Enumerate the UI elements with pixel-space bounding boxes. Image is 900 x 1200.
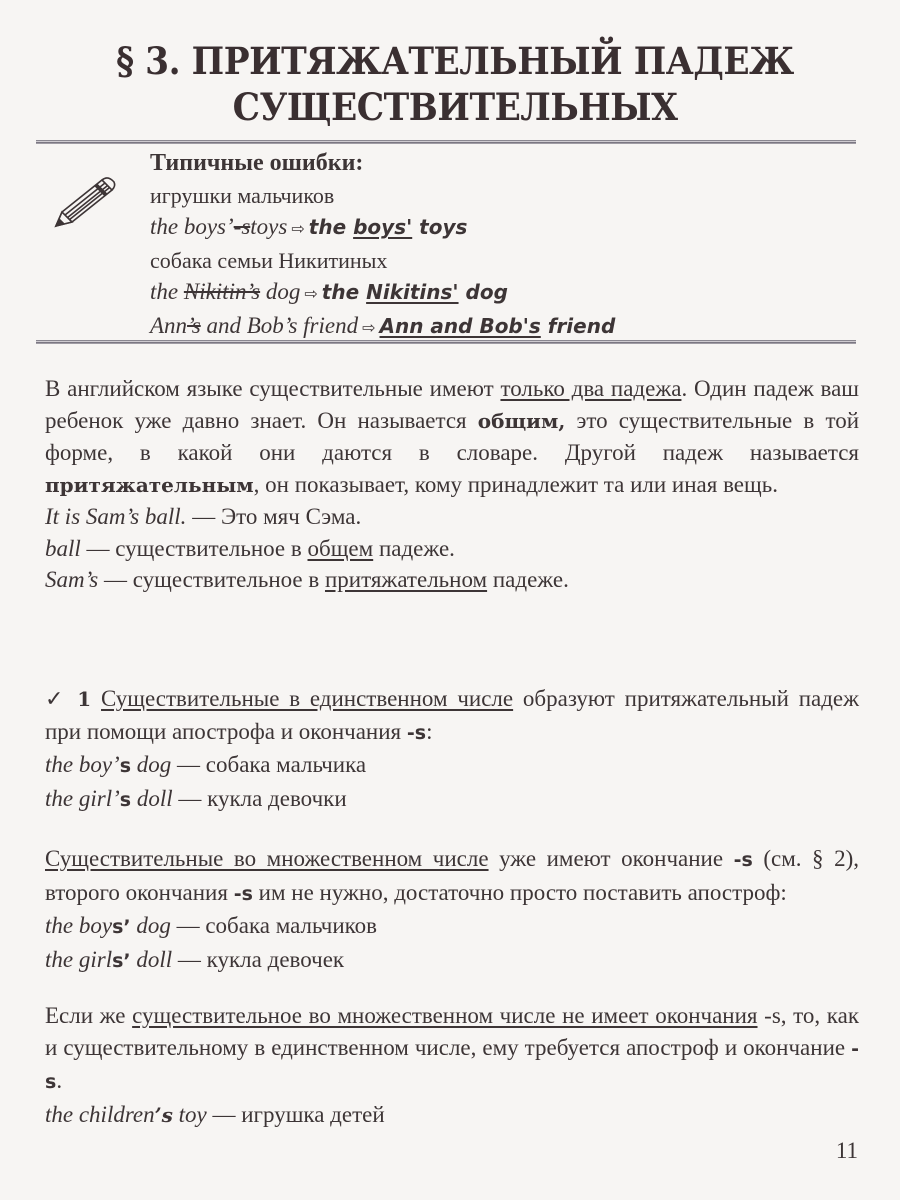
text: Если же xyxy=(45,1003,133,1028)
wrong-text: and Bob’s friend xyxy=(200,312,359,338)
intro-paragraph xyxy=(45,373,859,501)
box-bottom-rule xyxy=(36,340,856,344)
english-example: the girl xyxy=(45,946,113,972)
translation: — игрушка детей xyxy=(206,1101,385,1127)
arrow-right-icon: ⇨ xyxy=(362,317,376,337)
mistake-russian: игрушки мальчиков xyxy=(150,182,335,208)
english-example: dog xyxy=(131,752,172,777)
text: им не нужно, достаточно просто поставить апостроф: xyxy=(252,879,787,905)
example-line xyxy=(45,749,859,783)
ending-s: s’ xyxy=(112,949,131,972)
text: . xyxy=(56,1068,63,1093)
english-example: It is Sam’s ball. xyxy=(45,504,187,529)
text: В английском языке существительные имеют xyxy=(45,376,501,401)
mistake-russian: собака семьи Никитиных xyxy=(150,247,388,273)
text: падеже. xyxy=(373,535,455,561)
english-example: doll xyxy=(130,946,173,972)
english-example: the boy’ xyxy=(45,752,120,777)
correct-form xyxy=(380,314,616,338)
correct-text: the xyxy=(308,215,354,239)
rule-3-section xyxy=(45,1000,859,1131)
text: это существительные в той форме, в какой они даются в словаре. Другой падеж называется xyxy=(45,407,859,465)
correct-text: dog xyxy=(458,280,508,304)
wrong-form xyxy=(150,279,300,304)
underlined-text: общем xyxy=(307,535,374,561)
text: . Один падеж ваш ребенок уже давно знает. Он называется xyxy=(45,376,859,433)
typical-mistakes-box xyxy=(150,148,850,343)
underlined-text: Существительные во множественном числе xyxy=(45,846,489,871)
english-example: the girl’ xyxy=(45,785,120,811)
arrow-right-icon: ⇨ xyxy=(304,284,318,303)
wrong-text: the xyxy=(150,279,184,304)
rule-paragraph xyxy=(45,683,859,749)
english-example: ball xyxy=(45,535,81,561)
underlined-text: существительное во множественном числе не имеет окончания xyxy=(132,1003,758,1028)
ending-s: -s xyxy=(233,882,253,905)
correct-text: the xyxy=(321,280,367,304)
ending-s: s xyxy=(119,788,132,811)
rule-2-section xyxy=(45,843,859,977)
text: образуют притяжательный падеж при помощи апострофа и окончания xyxy=(45,686,860,744)
english-example: doll xyxy=(131,785,173,811)
wrong-text: Ann xyxy=(150,312,188,338)
ending-s: -s xyxy=(733,849,753,871)
translation: — собака мальчиков xyxy=(170,913,378,938)
text: — существительное в xyxy=(98,567,325,592)
bold-term-common: общим, xyxy=(477,408,566,433)
example-line xyxy=(45,944,859,978)
wrong-form xyxy=(150,214,287,239)
underlined-text: только два падежа xyxy=(500,376,682,401)
arrow-right-icon: ⇨ xyxy=(291,219,305,238)
correct-underlined: Ann and Bob's xyxy=(379,313,541,338)
correct-underlined: Nikitins' xyxy=(366,280,459,304)
correct-text: toys xyxy=(412,215,468,239)
page-number: 11 xyxy=(835,1138,858,1163)
wrong-text: dog xyxy=(260,279,301,304)
rule-1-section xyxy=(45,683,859,816)
text: уже имеют окончание xyxy=(488,846,734,871)
underlined-text: Существительные в единственном числе xyxy=(101,686,514,711)
intro-section xyxy=(45,373,859,596)
translation: — Это мяч Сэма. xyxy=(186,504,362,529)
text: (см. § 2), второго окончания xyxy=(45,846,859,905)
underlined-text: притяжательном xyxy=(324,567,488,592)
struck-text: Nikitin’s xyxy=(183,279,261,304)
example-line xyxy=(45,533,859,565)
english-example: Sam’s xyxy=(45,567,99,592)
wrong-text: the boys’ xyxy=(150,214,234,239)
rule-paragraph xyxy=(45,1000,859,1099)
example-line xyxy=(45,783,859,817)
translation: — кукла девочки xyxy=(172,785,347,811)
english-example: dog xyxy=(130,913,171,938)
pencil-icon xyxy=(50,172,120,232)
bold-term-possessive: притяжательным xyxy=(45,472,254,497)
correct-underlined: boys' xyxy=(353,215,413,239)
title-line-2: СУЩЕСТВИТЕЛЬНЫХ xyxy=(232,85,678,129)
english-example: the children xyxy=(45,1101,155,1127)
rule-paragraph xyxy=(45,843,859,910)
title-line-1: § 3. ПРИТЯЖАТЕЛЬНЫЙ ПАДЕЖ xyxy=(116,39,794,83)
text: : xyxy=(426,718,433,744)
page-title xyxy=(69,38,841,130)
ending-s: -s xyxy=(406,721,427,744)
mistake-line xyxy=(150,211,850,245)
english-example: toy xyxy=(172,1101,207,1127)
english-example: the boy xyxy=(45,913,113,938)
mistake-line xyxy=(150,310,850,344)
wrong-text: toys xyxy=(250,214,288,239)
example-line xyxy=(45,910,859,944)
rule-number: 1 xyxy=(77,687,92,711)
text: падеже. xyxy=(487,567,569,592)
text: , он показывает, кому принадлежит та или иная вещь. xyxy=(253,471,778,497)
checkmark-icon: ✓ xyxy=(45,687,68,712)
example-line xyxy=(45,564,859,596)
mistake-line xyxy=(150,276,850,310)
mistakes-heading: Типичные ошибки: xyxy=(150,150,364,176)
text: -s, то, как и существительному в единственном числе, ему требуется апостроф и окончание xyxy=(45,1003,860,1060)
translation: — собака мальчика xyxy=(171,752,367,777)
struck-text: ’s xyxy=(187,312,201,338)
struck-text: -s xyxy=(233,214,251,239)
translation: — кукла девочек xyxy=(172,946,345,972)
correct-form xyxy=(322,280,508,304)
text: — существительное в xyxy=(80,535,308,561)
example-line xyxy=(45,1099,859,1132)
example-line xyxy=(45,501,859,533)
wrong-form xyxy=(150,313,358,338)
correct-text: friend xyxy=(540,313,616,338)
ending-s: -s xyxy=(45,1037,859,1093)
correct-form xyxy=(309,215,468,239)
box-top-rule xyxy=(36,140,856,144)
ending-s: s’ xyxy=(112,916,131,938)
ending-s: ’s xyxy=(154,1102,173,1127)
ending-s: s xyxy=(119,755,132,777)
